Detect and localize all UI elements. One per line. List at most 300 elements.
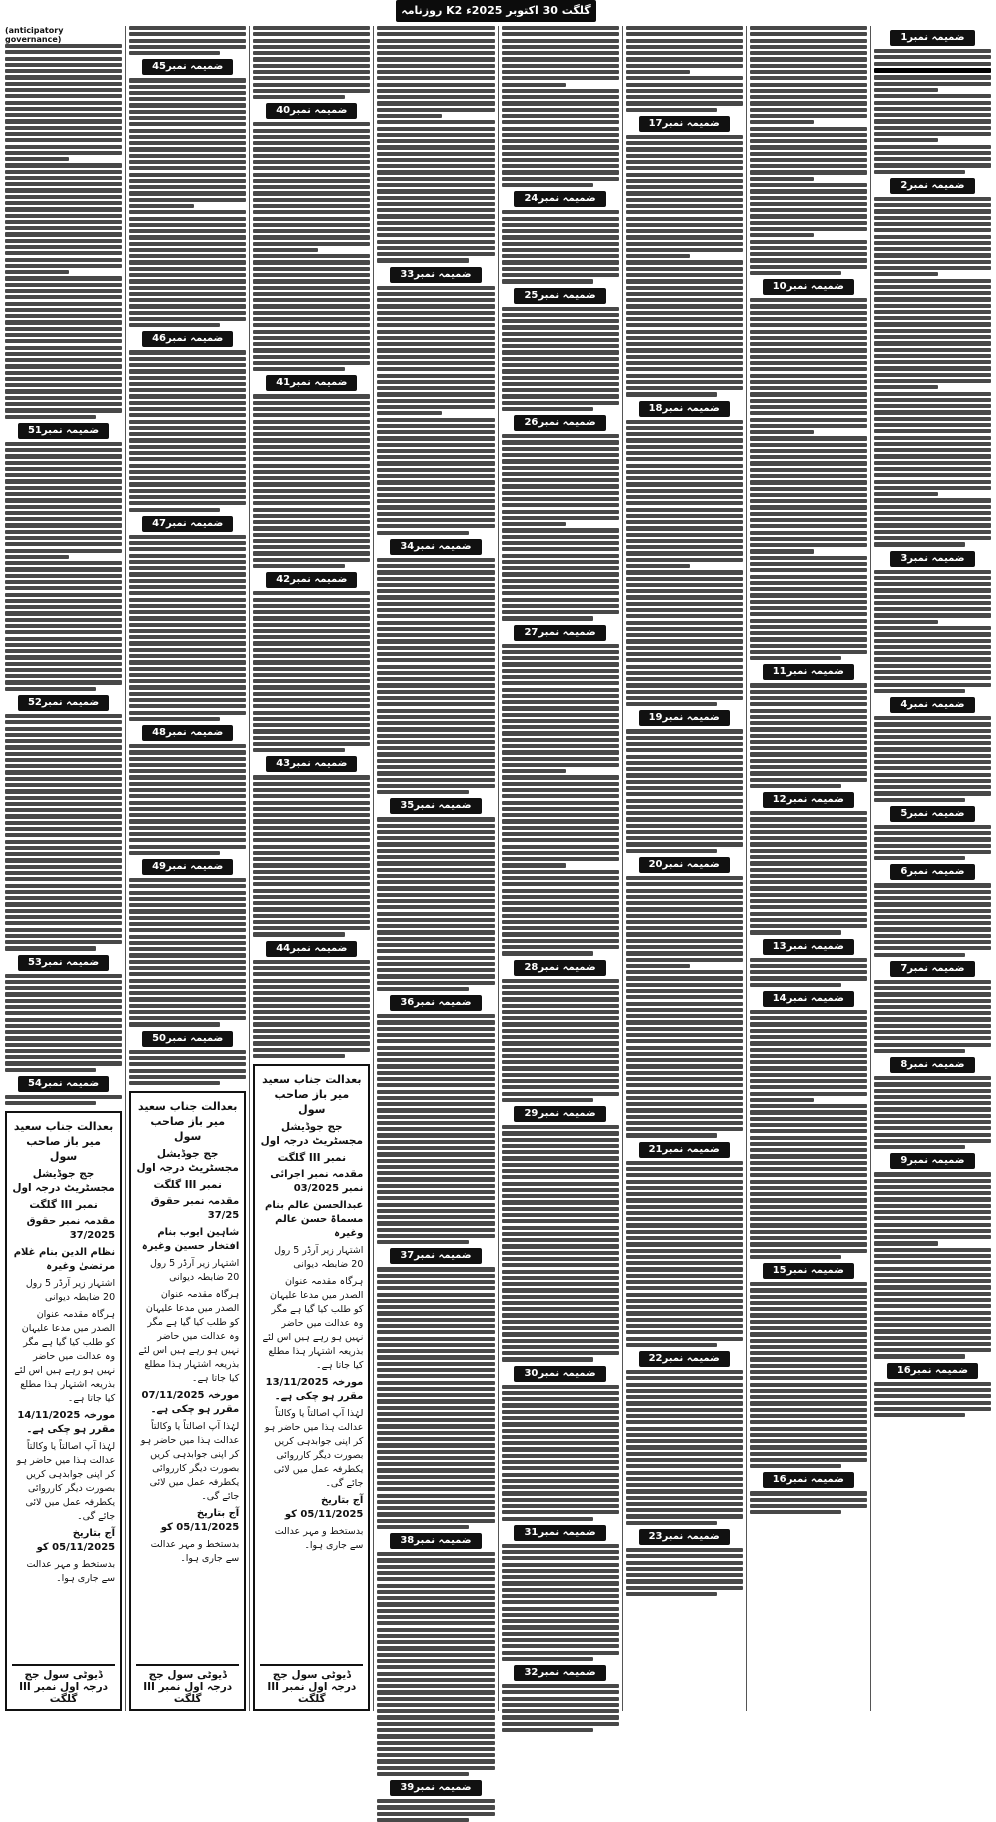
text-line [377, 361, 494, 365]
text-line [626, 558, 743, 562]
text-line [377, 330, 494, 334]
text-line [626, 690, 743, 694]
text-line [129, 832, 246, 836]
text-line [253, 420, 370, 424]
court-number: نمبر III گلگت [277, 1152, 347, 1165]
text-line [502, 279, 593, 283]
text-line [502, 235, 619, 239]
text-line [750, 709, 867, 713]
text-line [874, 354, 991, 358]
text-line [377, 1609, 494, 1613]
text-line [377, 968, 494, 972]
text-line [750, 1022, 867, 1026]
text-line [129, 210, 246, 214]
notice-heading: ضمیمہ نمبر12 [763, 792, 854, 808]
text-body [750, 1491, 867, 1514]
text-line [502, 1098, 593, 1102]
text-line [253, 342, 370, 346]
text-line [253, 154, 370, 158]
text-line [129, 413, 246, 417]
text-line [377, 1355, 494, 1359]
text-line [750, 575, 867, 579]
text-line [253, 1041, 370, 1045]
text-line [377, 893, 494, 897]
text-line [377, 1362, 494, 1366]
text-line [377, 208, 494, 212]
text-line [750, 64, 867, 68]
notice-item [502, 187, 619, 283]
text-line [750, 1085, 867, 1089]
text-line [626, 1464, 743, 1468]
text-line [626, 1586, 743, 1590]
text-line [874, 49, 991, 53]
notice-heading: ضمیمہ نمبر18 [639, 401, 730, 417]
text-line [502, 1073, 619, 1077]
text-line [253, 895, 370, 899]
text-line [377, 836, 494, 840]
text-line [502, 164, 619, 168]
text-line [874, 310, 991, 314]
text-line [874, 837, 991, 841]
text-line [750, 918, 867, 922]
text-line [253, 361, 370, 365]
text-line [377, 1330, 494, 1334]
text-line [750, 252, 867, 256]
text-line [129, 394, 246, 398]
text-line [129, 997, 246, 1001]
text-line [502, 1410, 619, 1414]
text-line [502, 39, 619, 43]
text-line [750, 1491, 867, 1495]
text-line [750, 1498, 867, 1502]
text-line [874, 247, 991, 251]
text-line [253, 782, 370, 786]
text-line [129, 775, 246, 779]
text-line [253, 717, 370, 721]
text-line [874, 856, 965, 860]
text-line [874, 992, 991, 996]
text-line [377, 1577, 494, 1581]
notice-item [626, 112, 743, 397]
notice-seal-text: بدستخط و مہر عدالت سے جاری ہوا۔ [26, 1559, 116, 1585]
text-line [626, 621, 743, 625]
text-line [5, 371, 122, 375]
text-line [750, 76, 867, 80]
text-line [874, 1024, 991, 1028]
text-line [874, 304, 991, 308]
text-line [874, 1089, 991, 1093]
text-line [377, 1039, 494, 1043]
text-line [626, 1249, 743, 1253]
issue-date: آج بتاریخ 05/11/2025 کو [36, 1528, 116, 1554]
text-line [377, 702, 494, 706]
text-line [253, 1048, 370, 1052]
text-line [5, 555, 69, 559]
text-line [874, 1292, 991, 1296]
text-line [502, 694, 619, 698]
notice-item [626, 1525, 743, 1596]
text-body [502, 1385, 619, 1521]
text-line [377, 183, 494, 187]
text-line [626, 780, 743, 784]
text-line [626, 761, 743, 765]
text-line [750, 342, 867, 346]
text-line [750, 958, 867, 962]
text-line [874, 498, 991, 502]
text-line [377, 1424, 494, 1428]
text-line [750, 145, 867, 149]
text-line [750, 436, 867, 440]
text-line [750, 1408, 867, 1412]
text-line [5, 802, 122, 806]
notice-heading: ضمیمہ نمبر8 [890, 1057, 974, 1073]
text-line [626, 292, 743, 296]
text-line [750, 549, 814, 553]
text-line [874, 921, 991, 925]
notice-item [750, 788, 867, 935]
text-line [377, 784, 494, 788]
text-line [5, 113, 122, 117]
text-line [874, 1145, 965, 1149]
text-line [5, 846, 122, 850]
text-line [5, 796, 122, 800]
text-line [502, 1594, 619, 1598]
text-line [502, 819, 619, 823]
notice-heading: ضمیمہ نمبر26 [514, 415, 605, 431]
text-line [5, 377, 122, 381]
text-line [502, 1575, 619, 1579]
text-line [626, 438, 743, 442]
text-line [377, 746, 494, 750]
text-line [874, 82, 991, 86]
text-line [253, 279, 370, 283]
text-line [5, 226, 122, 230]
text-line [626, 361, 743, 365]
text-line [750, 556, 867, 560]
text-line [626, 907, 743, 911]
text-line [626, 1064, 743, 1068]
text-line [502, 1544, 619, 1548]
text-line [129, 985, 246, 989]
text-line [750, 784, 841, 788]
text-line [750, 1370, 867, 1374]
text-line [129, 884, 246, 888]
text-line [626, 210, 743, 214]
text-line [750, 983, 841, 987]
text-line [626, 1395, 743, 1399]
text-line [626, 1567, 743, 1571]
text-line [750, 619, 867, 623]
text-line [750, 177, 814, 181]
text-line [5, 668, 122, 672]
text-line [750, 970, 867, 974]
text-line [750, 271, 841, 275]
text-line [5, 871, 122, 875]
text-line [502, 838, 619, 842]
text-line [502, 604, 619, 608]
notice-heading: ضمیمہ نمبر46 [142, 331, 233, 347]
text-line [502, 1041, 619, 1045]
text-line [750, 1282, 867, 1286]
text-line [502, 1066, 619, 1070]
text-line [377, 1596, 494, 1600]
text-line [377, 1653, 494, 1657]
notice-item [129, 855, 246, 1027]
text-line [626, 570, 743, 574]
text-line [502, 1276, 619, 1280]
text-line [377, 70, 494, 74]
text-line [626, 1020, 743, 1024]
text-line [502, 1422, 619, 1426]
text-line [502, 1092, 619, 1096]
text-line [5, 1024, 122, 1028]
text-body [750, 298, 867, 660]
text-line [129, 141, 246, 145]
text-line [5, 94, 122, 98]
text-line [377, 355, 494, 359]
text-line [502, 1485, 619, 1489]
text-line [874, 260, 991, 264]
text-line [626, 51, 743, 55]
text-line [502, 920, 619, 924]
text-line [750, 1205, 867, 1209]
notice-heading: ضمیمہ نمبر37 [390, 1248, 481, 1264]
text-line [377, 646, 494, 650]
text-body [502, 26, 619, 187]
text-line [377, 1494, 494, 1498]
text-line [129, 757, 246, 761]
text-line [750, 1054, 867, 1058]
text-line [377, 418, 494, 422]
text-line [377, 1387, 494, 1391]
text-line [874, 448, 991, 452]
text-line [377, 487, 494, 491]
notice-item [253, 26, 370, 99]
text-line [626, 198, 743, 202]
text-line [502, 1301, 619, 1305]
text-line [750, 1510, 841, 1514]
notice-order-ref: اشتہار زیر آرڈر 5 رول 20 ضابطہ دیوانی [25, 1278, 116, 1304]
text-line [377, 930, 494, 934]
text-line [253, 185, 370, 189]
text-line [129, 286, 246, 290]
text-line [5, 858, 122, 862]
notice-heading: ضمیمہ نمبر4 [890, 697, 974, 713]
text-line [502, 997, 619, 1001]
text-line [502, 76, 619, 80]
text-line [626, 1002, 743, 1006]
text-line [5, 402, 122, 406]
text-line [502, 1131, 619, 1135]
text-line [750, 905, 867, 909]
text-line [750, 1383, 867, 1387]
text-line [129, 116, 246, 120]
notice-instruction: لہٰذا آپ اصالتاً یا وکالتاً عدالت ہذا میں حاضر ہو کر اپنی جوابدہی کریں بصورت دیگر کارروائی یکطرفہ عمل میں لائی جائے گی۔ [140, 1421, 240, 1503]
text-line [502, 45, 619, 49]
text-line [377, 1621, 494, 1625]
text-line [5, 170, 122, 174]
notice-body: ہرگاہ مقدمہ عنوان الصدر میں مدعا علیہان کو طلب کیا گیا ہے مگر وہ عدالت میں حاضر نہیں ہو رہے ہیں اس لئے بذریعہ اشتہار ہذا مطلع کیا جاتا ہے۔ [262, 1276, 364, 1372]
text-line [502, 1257, 619, 1261]
text-body [626, 26, 743, 112]
text-line [750, 83, 867, 87]
text-line [626, 577, 743, 581]
text-line [502, 750, 619, 754]
text-line [253, 489, 370, 493]
text-line [129, 407, 246, 411]
text-line [502, 794, 619, 798]
text-line [129, 110, 246, 114]
text-line [5, 442, 122, 446]
text-line [750, 1236, 867, 1240]
text-line [377, 709, 494, 713]
text-line [502, 484, 619, 488]
notice-heading: ضمیمہ نمبر3 [890, 551, 974, 567]
text-line [253, 558, 370, 562]
text-line [253, 826, 370, 830]
case-number: مقدمہ نمبر حقوق 37/2025 [26, 1216, 116, 1242]
text-line [874, 197, 991, 201]
text-line [626, 248, 743, 252]
text-line [502, 560, 619, 564]
text-line [626, 298, 743, 302]
notice-heading: ضمیمہ نمبر51 [18, 423, 109, 439]
text-line [5, 909, 122, 913]
text-line [5, 498, 122, 502]
text-line [253, 667, 370, 671]
notice-item [5, 1072, 122, 1105]
text-line [129, 254, 246, 258]
text-line [377, 1280, 494, 1284]
text-line [750, 1433, 867, 1437]
text-line [626, 882, 743, 886]
text-line [129, 147, 246, 151]
text-line [626, 217, 743, 221]
text-line [874, 1095, 991, 1099]
text-line [626, 204, 743, 208]
text-line [874, 480, 991, 484]
text-line [626, 786, 743, 790]
text-line [377, 405, 494, 409]
text-line [502, 1498, 619, 1502]
text-line [253, 323, 370, 327]
text-line [377, 1115, 494, 1119]
text-line [502, 1722, 619, 1726]
text-line [129, 122, 246, 126]
text-line [377, 734, 494, 738]
text-line [377, 1418, 494, 1422]
text-line [874, 1223, 991, 1227]
text-line [377, 380, 494, 384]
text-line [750, 874, 867, 878]
text-line [5, 505, 122, 509]
text-line [377, 842, 494, 846]
text-line [750, 461, 867, 465]
text-line [626, 983, 743, 987]
text-line [626, 970, 743, 974]
notice-heading: ضمیمہ نمبر54 [18, 1076, 109, 1092]
text-line [626, 1217, 743, 1221]
text-line [626, 914, 743, 918]
text-line [750, 183, 867, 187]
text-line [750, 1198, 867, 1202]
text-line [874, 722, 991, 726]
text-line [502, 478, 619, 482]
notice-item [377, 1776, 494, 1822]
text-line [502, 1638, 619, 1642]
text-line [502, 901, 619, 905]
text-line [377, 1368, 494, 1372]
text-line [377, 868, 494, 872]
text-line [5, 389, 122, 393]
text-line [626, 551, 743, 555]
text-line [874, 1114, 991, 1118]
case-parties: نظام الدین بنام غلام مرتضیٰ وغیرہ [13, 1247, 116, 1273]
text-line [750, 1060, 867, 1064]
text-line [626, 1389, 743, 1393]
text-line [626, 1458, 743, 1462]
text-line [750, 114, 867, 118]
text-line [626, 1198, 743, 1202]
text-line [129, 51, 220, 55]
text-line [377, 196, 494, 200]
text-line [377, 855, 494, 859]
text-line [377, 1077, 494, 1081]
text-line [377, 899, 494, 903]
text-line [377, 1108, 494, 1112]
text-line [502, 541, 619, 545]
text-line [502, 1244, 619, 1248]
notice-heading: ضمیمہ نمبر42 [266, 572, 357, 588]
text-line [5, 974, 122, 978]
text-line [502, 725, 619, 729]
text-line [502, 1391, 619, 1395]
court-notice [129, 1091, 246, 1711]
text-line [874, 1388, 991, 1392]
text-line [253, 501, 370, 505]
court-subtitle: جج جوڈیشل مجسٹریٹ درجہ اول [136, 1148, 239, 1175]
text-line [750, 1313, 867, 1317]
hearing-date: مورخہ 07/11/2025 مقرر ہو چکی ہے۔ [141, 1390, 240, 1416]
text-line [377, 342, 494, 346]
text-line [253, 926, 370, 930]
text-line [5, 44, 122, 48]
text-line [750, 196, 867, 200]
text-line [5, 383, 122, 387]
text-line [502, 382, 619, 386]
text-line [502, 1684, 619, 1688]
column-8 [2, 26, 125, 1711]
text-line [377, 1709, 494, 1713]
text-line [377, 627, 494, 631]
text-line [502, 114, 619, 118]
text-line [750, 1452, 867, 1456]
text-line [750, 1211, 867, 1215]
text-body [502, 210, 619, 283]
text-line [874, 517, 991, 521]
text-line [502, 1651, 619, 1655]
text-line [5, 745, 122, 749]
text-line [502, 183, 593, 187]
text-line [502, 1581, 619, 1585]
text-line [129, 273, 246, 277]
text-line [377, 505, 494, 509]
text-line [377, 499, 494, 503]
text-line [129, 966, 246, 970]
text-line [874, 203, 991, 207]
text-line [626, 1127, 743, 1131]
text-line [5, 567, 122, 571]
